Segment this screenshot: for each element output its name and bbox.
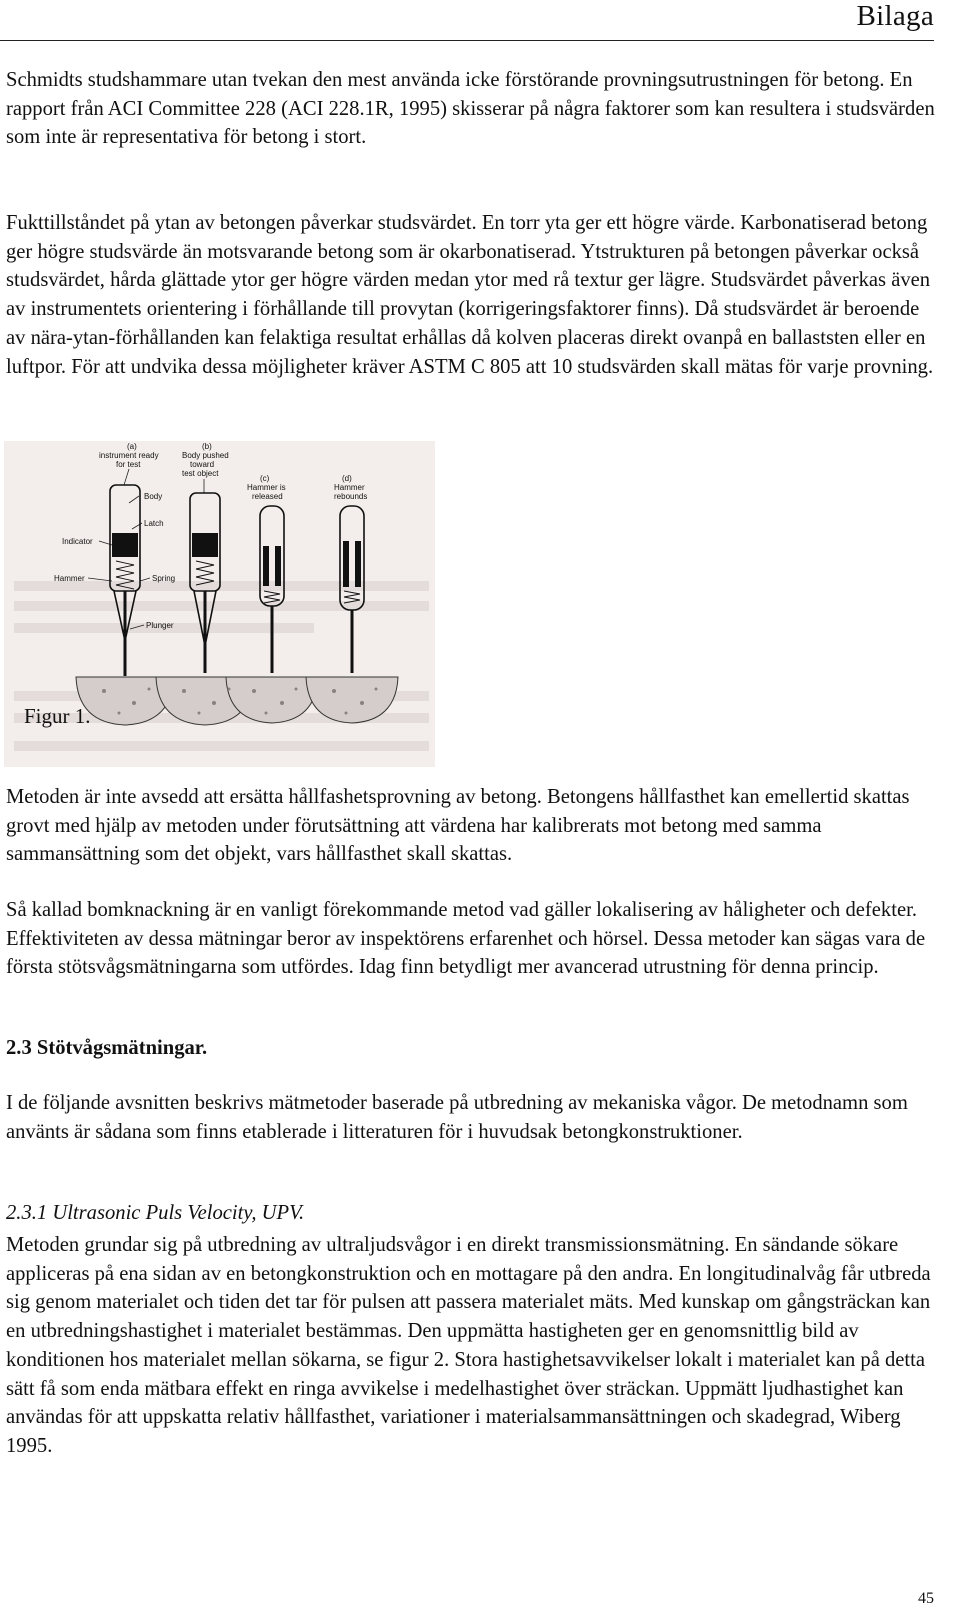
page-header-title: Bilaga <box>856 0 934 32</box>
paragraph-method-purpose: Metoden är inte avsedd att ersätta hållfashetsprovning av betong. Betongens hållfasthet kan emellertid skattas grovt med hjälp av metoden under förutsättning att värdena har kalibrerats mot betong med samma sammansättning som det objekt, vars hållfasthet skall skattas. <box>6 786 910 866</box>
rebound-hammer-illustration <box>4 441 435 767</box>
label-c: (c) <box>260 474 270 483</box>
label-b-desc1: Body pushed <box>182 451 229 460</box>
label-d-desc1: Hammer <box>334 483 365 492</box>
label-indicator: Indicator <box>62 537 93 546</box>
label-d-desc2: rebounds <box>334 492 368 501</box>
paragraph-schmidt-hammer: Schmidts studshammare utan tvekan den mest använda icke förstörande provningsutrustningen för betong. En rapport från ACI Committee 228 (ACI 228.1R, 1995) skisserar på några faktorer som kan resultera i studsvärden som inte är representativa för betong i stort. <box>6 69 935 149</box>
label-b: (b) <box>202 442 212 451</box>
label-plunger: Plunger <box>146 621 174 630</box>
label-body: Body <box>144 492 163 501</box>
label-b-desc3: test object <box>182 469 219 478</box>
label-spring: Spring <box>152 574 176 583</box>
label-b-desc2: toward <box>190 460 215 469</box>
paragraph-wave-methods: I de följande avsnitten beskrivs mätmetoder baserade på utbredning av mekaniska vågor. De metodnamn som använts är sådana som finns etablerade i litteraturen för i huvudsak betongkonstruktioner. <box>6 1092 908 1143</box>
paragraph-surface-conditions: Fukttillståndet på ytan av betongen påverkar studsvärdet. En torr yta ger ett högre värde. Karbonatiserad betong ger högre studsvärde än motsvarande betong som är okarbonatiserad. Ytstrukturen på betongen påverkar också studsvärdet, hårda glättade ytor ger högre värden medan ytor med rå textur ger lägre. Studsvärdet påverkas även av instrumentets orientering i förhållande till provytan (korrigeringsfaktorer finns). Då studsvärdet är beroende av nära-ytan-förhållanden kan felaktiga resultat erhållas då kolven placeras direkt ovanpå en ballaststen eller en luftpor. För att undvika dessa möjligheter kräver ASTM C 805 att 10 studsvärden skall mätas för varje provning. <box>6 212 934 378</box>
label-a-desc1: instrument ready <box>99 451 159 460</box>
paragraph-upv: Metoden grundar sig på utbredning av ultraljudsvågor i en direkt transmissionsmätning. En sändande sökare appliceras på ena sidan av en betongkonstruktion och en mottagare på den andra. En longitudinalvåg får utbreda sig genom materialet och tiden det tar för pulsen att passera materialet mäts. Med kunskap om gångsträckan kan en utbredningshastighet i materialet bestämmas. Den uppmätta hastigheten ger en genomsnittlig bild av konditionen hos materialet mellan sökarna, se figur 2. Stora hastighetsavvikelser lokalt i materialet kan på detta sätt få som enda mätbara effekt en ringa avvikelse i medelhastighet över sträckan. Uppmätt ljudhastighet kan användas för att uppskatta relativ hållfasthet, variationer i materialsammansättningen och skadegrad, Wiberg 1995. <box>6 1234 931 1457</box>
label-latch: Latch <box>144 519 164 528</box>
label-a-desc2: for test <box>116 460 141 469</box>
figure-caption: Figur 1. <box>24 704 91 728</box>
label-c-desc1: Hammer is <box>247 483 286 492</box>
label-a: (a) <box>127 442 137 451</box>
label-hammer: Hammer <box>54 574 85 583</box>
label-d: (d) <box>342 474 352 483</box>
section-heading: 2.3 Stötvågsmätningar. <box>6 1037 208 1059</box>
label-c-desc2: released <box>252 492 283 501</box>
figure-rebound-hammer <box>4 441 435 767</box>
subsection-heading: 2.3.1 Ultrasonic Puls Velocity, UPV. <box>6 1202 305 1224</box>
page-number: 45 <box>918 1590 934 1607</box>
header-rule <box>0 40 934 41</box>
paragraph-knocking: Så kallad bomknackning är en vanligt förekommande metod vad gäller lokalisering av håligheter och defekter. Effektiviteten av dessa mätningar beror av inspektörens erfarenhet och hörsel. Dessa metoder kan sägas vara de första stötsvågsmätningarna som utfördes. Idag finn betydligt mer avancerad utrustning för denna princip. <box>6 899 926 979</box>
